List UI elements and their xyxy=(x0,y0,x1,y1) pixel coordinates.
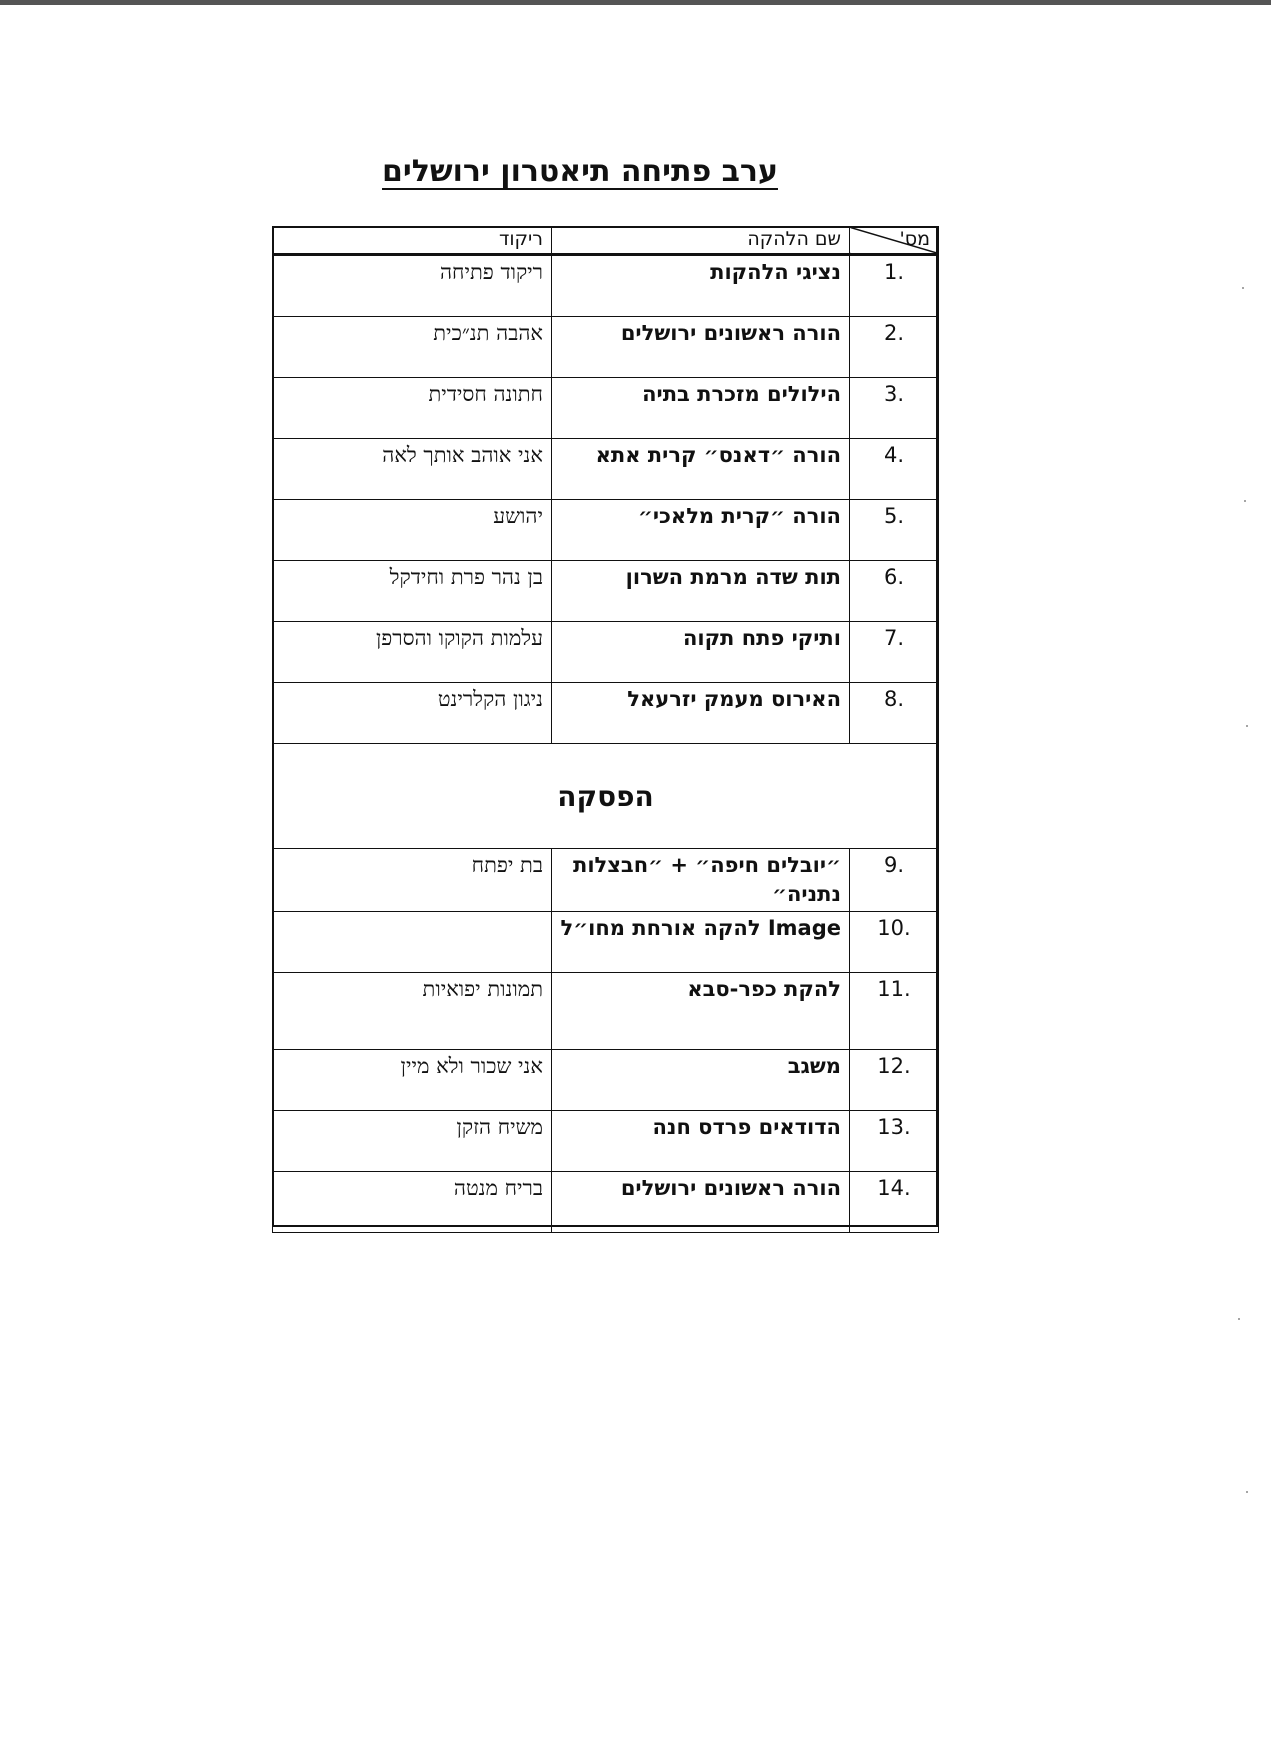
row-dance: אני שכור ולא מיין xyxy=(273,1050,552,1111)
table-row xyxy=(273,849,939,912)
row-band: הורה ״קרית מלאכי״ xyxy=(552,500,850,561)
table-row xyxy=(273,1172,939,1233)
table-row xyxy=(273,378,939,439)
row-dance: חתונה חסידית xyxy=(273,378,552,439)
row-number: .9 xyxy=(850,849,939,912)
row-number: .14 xyxy=(850,1172,939,1233)
row-number: .8 xyxy=(850,683,939,744)
row-number: .12 xyxy=(850,1050,939,1111)
row-dance xyxy=(273,912,552,973)
program-table xyxy=(272,226,939,1233)
row-number: .1 xyxy=(850,255,939,317)
row-number: .10 xyxy=(850,912,939,973)
table-row xyxy=(273,1050,939,1111)
row-dance: עלמות הקוקו והסרפן xyxy=(273,622,552,683)
scan-speck xyxy=(1246,1491,1248,1493)
row-dance: ריקוד פתיחה xyxy=(273,255,552,317)
header-dance: ריקוד xyxy=(273,227,552,255)
table-row xyxy=(273,622,939,683)
table-row xyxy=(273,1111,939,1172)
row-number: .4 xyxy=(850,439,939,500)
row-dance: בן נהר פרת וחידקל xyxy=(273,561,552,622)
row-band: האירוס מעמק יזרעאל xyxy=(552,683,850,744)
scan-speck xyxy=(1246,725,1248,727)
row-band: ותיקי פתח תקוה xyxy=(552,622,850,683)
intermission-row xyxy=(273,744,939,849)
table-row xyxy=(273,439,939,500)
row-number: .6 xyxy=(850,561,939,622)
scan-speck xyxy=(1242,287,1244,289)
row-number: .7 xyxy=(850,622,939,683)
row-band: נציגי הלהקות xyxy=(552,255,850,317)
scan-speck xyxy=(1238,1318,1240,1320)
header-number: מס' xyxy=(850,227,939,255)
row-band: משגב xyxy=(552,1050,850,1111)
row-number: .13 xyxy=(850,1111,939,1172)
document-title-text: ערב פתיחה תיאטרון ירושלים xyxy=(382,154,778,189)
row-band: הורה ״דאנס״ קרית אתא xyxy=(552,439,850,500)
table-header-row xyxy=(273,227,939,255)
scan-top-edge xyxy=(0,0,1271,5)
table-row xyxy=(273,317,939,378)
row-band: תות שדה מרמת השרון xyxy=(552,561,850,622)
row-number: .3 xyxy=(850,378,939,439)
row-band: הדודאים פרדס חנה xyxy=(552,1111,850,1172)
table-row xyxy=(273,500,939,561)
row-band: ״יובלים חיפה״ + ״חבצלות נתניה״ xyxy=(552,849,850,912)
row-dance: יהושע xyxy=(273,500,552,561)
row-number: .2 xyxy=(850,317,939,378)
row-dance: בת יפתח xyxy=(273,849,552,912)
row-dance: בריח מנטה xyxy=(273,1172,552,1233)
document-title xyxy=(300,150,860,194)
row-dance: אני אוהב אותך לאה xyxy=(273,439,552,500)
row-number: .5 xyxy=(850,500,939,561)
row-dance: אהבה תנ״כית xyxy=(273,317,552,378)
table-row xyxy=(273,973,939,1050)
table-row xyxy=(273,912,939,973)
row-band: להקת כפר-סבא xyxy=(552,973,850,1050)
row-band: הורה ראשונים ירושלים xyxy=(552,1172,850,1233)
intermission-label: הפסקה xyxy=(273,744,939,849)
table-row xyxy=(273,683,939,744)
table-row xyxy=(273,561,939,622)
table-row xyxy=(273,255,939,317)
row-band: הילולים מזכרת בתיה xyxy=(552,378,850,439)
row-band: הורה ראשונים ירושלים xyxy=(552,317,850,378)
row-band: Image להקה אורחת מחו״ל xyxy=(552,912,850,973)
scan-speck xyxy=(1244,500,1246,502)
row-dance: תמונות יפואיות xyxy=(273,973,552,1050)
header-band: שם הלהקה xyxy=(552,227,850,255)
row-number: .11 xyxy=(850,973,939,1050)
row-dance: משיח הזקן xyxy=(273,1111,552,1172)
row-dance: ניגון הקלרינט xyxy=(273,683,552,744)
